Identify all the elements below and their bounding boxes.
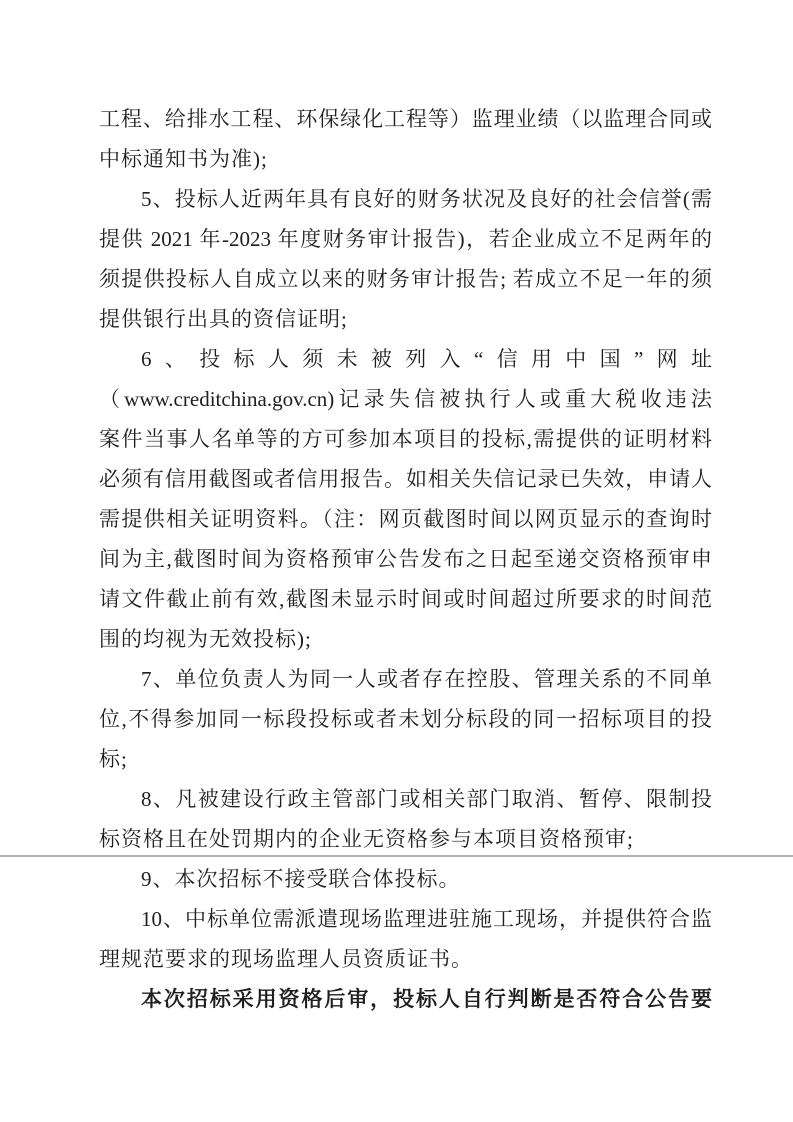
text-line: 工程、给排水工程、环保绿化工程等）监理业绩（以监理合同或	[99, 107, 712, 131]
text-line: 10、中标单位需派遣现场监理进驻施工现场，并提供符合监	[141, 907, 712, 931]
text-line: 7、单位负责人为同一人或者存在控股、管理关系的不同单	[141, 667, 712, 691]
text-line: 提供银行出具的资信证明;	[99, 307, 348, 331]
text-line: 本次招标采用资格后审，投标人自行判断是否符合公告要	[141, 987, 712, 1011]
text-line: （www.creditchina.gov.cn)记录失信被执行人或重大税收违法	[99, 387, 712, 411]
text-line: 请文件截止前有效,截图未显示时间或时间超过所要求的时间范	[99, 587, 712, 611]
text-line: 必须有信用截图或者信用报告。如相关失信记录已失效，申请人	[99, 467, 712, 491]
text-line: 9、本次招标不接受联合体投标。	[141, 867, 461, 891]
scan-artifact-divider	[0, 855, 793, 857]
text-line: 中标通知书为准);	[99, 147, 268, 171]
text-line: 8、凡被建设行政主管部门或相关部门取消、暂停、限制投	[141, 787, 712, 811]
text-line: 围的均视为无效投标);	[99, 627, 312, 651]
text-line: 6、投标人须未被列入“信用中国”网址	[141, 347, 712, 371]
text-line: 理规范要求的现场监理人员资质证书。	[99, 947, 473, 971]
text-line: 5、投标人近两年具有良好的财务状况及良好的社会信誉(需	[141, 187, 712, 211]
text-line: 案件当事人名单等的方可参加本项目的投标,需提供的证明材料	[99, 427, 712, 451]
document-text-block	[99, 99, 712, 1019]
text-line: 标资格且在处罚期内的企业无资格参与本项目资格预审;	[99, 827, 634, 851]
text-line: 须提供投标人自成立以来的财务审计报告; 若成立不足一年的须	[99, 267, 712, 291]
text-line: 位,不得参加同一标段投标或者未划分标段的同一招标项目的投	[99, 707, 712, 731]
text-line: 需提供相关证明资料。（注：网页截图时间以网页显示的查询时	[99, 507, 712, 531]
text-line: 间为主,截图时间为资格预审公告发布之日起至递交资格预审申	[99, 547, 712, 571]
text-line: 提供 2021 年-2023 年度财务审计报告)，若企业成立不足两年的	[99, 227, 712, 251]
text-line: 标;	[99, 747, 128, 771]
